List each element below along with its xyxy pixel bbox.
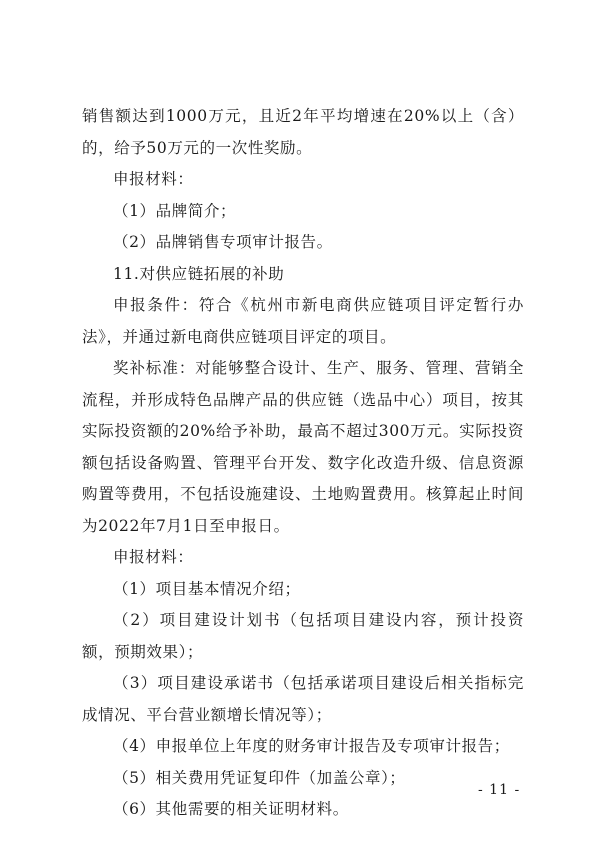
list-item: （1）品牌简介； [113, 201, 237, 220]
paragraph: 销售额达到1000万元，且近2年平均增速在20%以上（含）的，给予50万元的一次性奖励。 [82, 107, 524, 157]
list-item: （2）项目建设计划书（包括项目建设内容，预计投资额，预期效果）； [82, 611, 524, 661]
list-item: （3）项目建设承诺书（包括承诺项目建设后相关指标完成情况、平台营业额增长情况等）； [82, 674, 524, 724]
list-item: （1）项目基本情况介绍； [113, 579, 301, 598]
page-number: - 11 - [478, 782, 521, 798]
list-item: （5）相关费用凭证复印件（加盖公章）； [113, 768, 406, 787]
paragraph: 申报材料： [113, 170, 194, 188]
paragraph: 申报材料： [113, 548, 194, 566]
paragraph: 申报条件：符合《杭州市新电商供应链项目评定暂行办法》，并通过新电商供应链项目评定的项目。 [82, 296, 524, 346]
list-item: （6）其他需要的相关证明材料。 [113, 800, 349, 818]
section-heading: 11.对供应链拓展的补助 [113, 264, 285, 283]
document-body [82, 101, 524, 826]
list-item: （2）品牌销售专项审计报告。 [113, 233, 333, 251]
paragraph: 奖补标准：对能够整合设计、生产、服务、管理、营销全流程，并形成特色品牌产品的供应链（选品中心）项目，按其实际投资额的20%给予补助，最高不超过300万元。实际投资额包括设备购置、管理平台开发、数字化改造升级、信息资源购置等费用，不包括设施建设、土地购置费用。核算起止时间为2022年7月1日至申报日。 [82, 359, 524, 535]
list-item: （4）申报单位上年度的财务审计报告及专项审计报告； [113, 737, 510, 755]
